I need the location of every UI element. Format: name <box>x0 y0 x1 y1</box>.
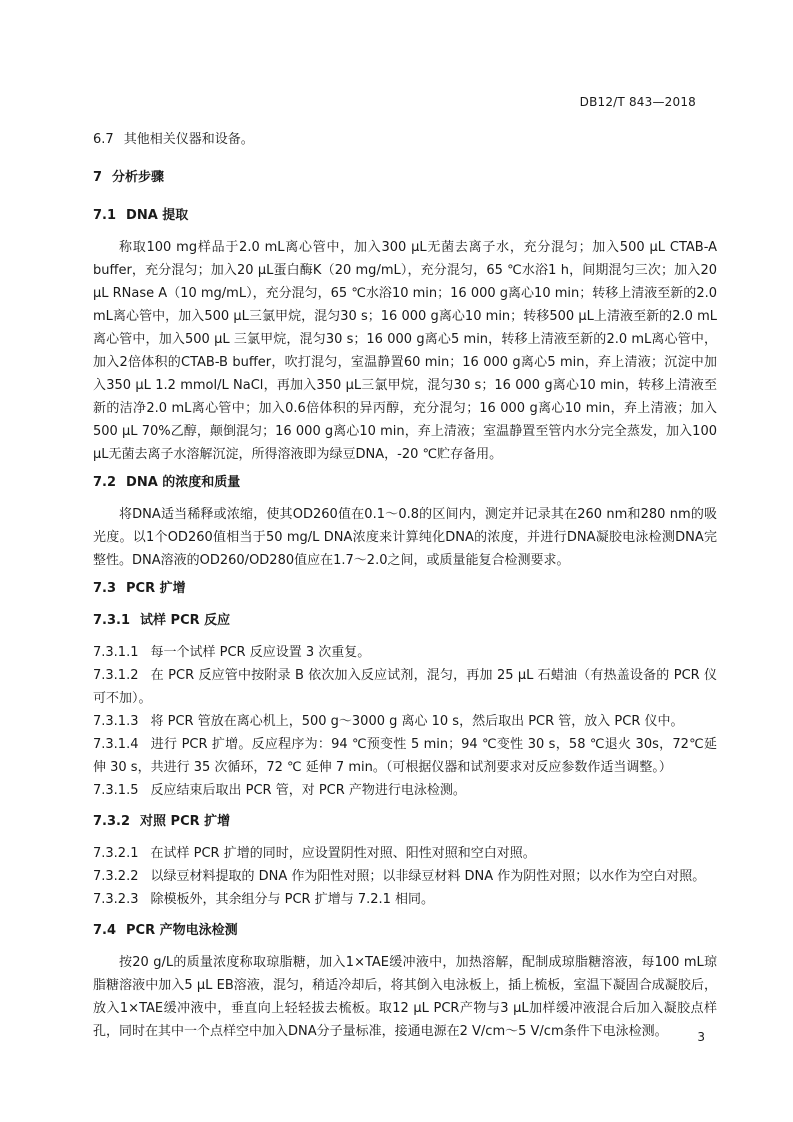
section-number: 7 <box>93 170 103 185</box>
item-text: 进行 PCR 扩增。反应程序为：94 ℃预变性 5 min；94 ℃变性 30 s，58 ℃退火 30s，72℃延伸 30 s，共进行 35 次循环，72 ℃ 延伸 7 min。（可根据仪器和试剂要求对反应参数作适当调整。） <box>93 737 717 775</box>
section-7-3-1-items <box>93 641 717 802</box>
list-item <box>93 779 717 802</box>
list-item <box>93 733 717 779</box>
item-number: 7.3.2.1 <box>93 846 139 861</box>
section-title: 分析步骤 <box>112 170 165 185</box>
section-number: 7.4 <box>93 923 117 938</box>
section-7-2-paragraph: 将DNA适当稀释或浓缩，使其OD260值在0.1～0.8的区间内，测定并记录其在260 nm和280 nm的吸光度。以1个OD260值相当于50 mg/L DNA浓度来计算纯化DNA的浓度，并进行DNA凝胶电泳检测DNA完整性。DNA溶液的OD260/OD280值应在1.7～2.0之间，或质量能复合检测要求。 <box>93 507 717 568</box>
section-title: 对照 PCR 扩增 <box>140 814 231 829</box>
item-text: 将 PCR 管放在离心机上，500 g～3000 g 离心 10 s，然后取出 PCR 管，放入 PCR 仪中。 <box>150 714 684 729</box>
list-item <box>93 888 717 911</box>
item-number: 7.3.2.3 <box>93 892 139 907</box>
section-7-heading <box>93 166 717 189</box>
section-7-1-paragraph: 称取100 mg样品于2.0 mL离心管中，加入300 μL无菌去离子水，充分混匀；加入500 μL CTAB-A buffer，充分混匀；加入20 μL蛋白酶K（20 mg/mL），充分混匀，65 ℃水浴1 h，间期混匀三次；加入20 μL RNase A（10 mg/mL），充分混匀，65 ℃水浴10 min；16 000 g离心10 min；转移上清液至新的2.0 mL离心管中，加入500 μL三氯甲烷，混匀30 s；16 000 g离心10 min；转移500 μL上清液至新的2.0 mL离心管中，加入500 μL 三氯甲烷，混匀30 s；16 000 g离心5 min，转移上清液至新的2.0 mL离心管中，加入2倍体积的CTAB-B buffer，吹打混匀，室温静置60 min；16 000 g离心5 min，弃上清液；沉淀中加入350 μL 1.2 mmol/L NaCl，再加入350 μL三氯甲烷，混匀30 s；16 000 g离心10 min，转移上清液至新的洁净2.0 mL离心管中；加入0.6倍体积的异丙醇，充分混匀；16 000 g离心10 min，弃上清液；加入500 μL 70%乙醇，颠倒混匀；16 000 g离心10 min，弃上清液；室温静置至管内水分完全蒸发，加入100 μL无菌去离子水溶解沉淀，所得溶液即为绿豆DNA，-20 ℃贮存备用。 <box>93 240 717 462</box>
list-item <box>93 641 717 664</box>
section-7-3-1-heading <box>93 609 717 632</box>
item-text: 每一个试样 PCR 反应设置 3 次重复。 <box>150 645 371 660</box>
section-number: 7.3.2 <box>93 814 131 829</box>
item-text: 反应结束后取出 PCR 管，对 PCR 产物进行电泳检测。 <box>150 783 466 798</box>
page-number: 3 <box>697 1030 705 1044</box>
section-7-1-heading <box>93 204 717 227</box>
document-body <box>93 128 717 1048</box>
item-number: 7.3.1.5 <box>93 783 139 798</box>
section-7-3-heading <box>93 577 717 600</box>
item-text: 在试样 PCR 扩增的同时，应设置阴性对照、阳性对照和空白对照。 <box>150 846 536 861</box>
list-item <box>93 710 717 733</box>
section-number: 7.3.1 <box>93 613 131 628</box>
section-7-3-2-heading <box>93 810 717 833</box>
item-number: 7.3.2.2 <box>93 869 139 884</box>
section-7-4-paragraph: 按20 g/L的质量浓度称取琼脂糖，加入1×TAE缓冲液中，加热溶解，配制成琼脂糖溶液，每100 mL琼脂糖溶液中加入5 μL EB溶液，混匀，稍适冷却后，将其倒入电泳板上，插上梳板，室温下凝固合成凝胶后，放入1×TAE缓冲液中，垂直向上轻轻拔去梳板。取12 μL PCR产物与3 μL加样缓冲液混合后加入凝胶点样孔，同时在其中一个点样空中加入DNA分子量标准，接通电源在2 V/cm～5 V/cm条件下电泳检测。 <box>93 955 717 1039</box>
item-text: 以绿豆材料提取的 DNA 作为阳性对照；以非绿豆材料 DNA 作为阴性对照；以水作为空白对照。 <box>150 869 706 884</box>
section-title: PCR 扩增 <box>126 581 186 596</box>
section-number: 6.7 <box>93 132 114 147</box>
section-number: 7.3 <box>93 581 117 596</box>
item-text: 在 PCR 反应管中按附录 B 依次加入反应试剂，混匀，再加 25 μL 石蜡油（有热盖设备的 PCR 仪可不加）。 <box>93 668 717 706</box>
section-text: 其他相关仪器和设备。 <box>123 132 254 147</box>
item-number: 7.3.1.1 <box>93 645 139 660</box>
list-item <box>93 842 717 865</box>
section-6-7 <box>93 128 717 151</box>
item-text: 除模板外，其余组分与 PCR 扩增与 7.2.1 相同。 <box>150 892 435 907</box>
section-number: 7.2 <box>93 475 117 490</box>
list-item <box>93 664 717 710</box>
list-item <box>93 865 717 888</box>
section-title: DNA 的浓度和质量 <box>126 475 241 490</box>
section-number: 7.1 <box>93 208 117 223</box>
section-title: 试样 PCR 反应 <box>140 613 231 628</box>
section-7-3-2-items <box>93 842 717 911</box>
item-number: 7.3.1.3 <box>93 714 139 729</box>
item-number: 7.3.1.4 <box>93 737 139 752</box>
standard-code: DB12/T 843—2018 <box>579 95 696 109</box>
section-title: DNA 提取 <box>126 208 189 223</box>
section-7-4-heading <box>93 919 717 942</box>
item-number: 7.3.1.2 <box>93 668 139 683</box>
section-title: PCR 产物电泳检测 <box>126 923 238 938</box>
section-7-2-heading <box>93 471 717 494</box>
